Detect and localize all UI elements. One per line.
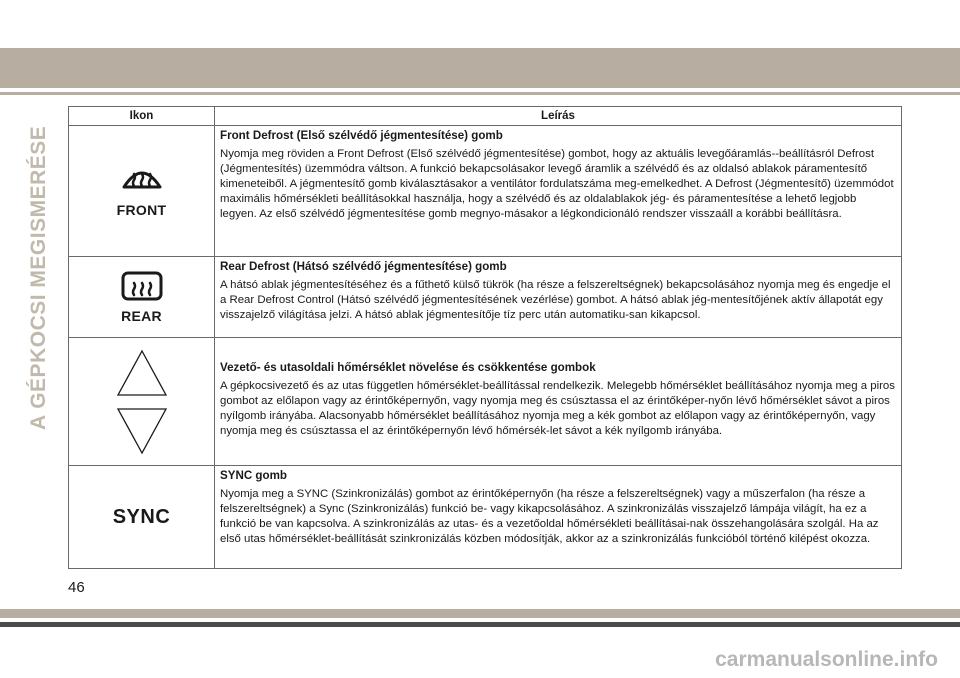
description-cell <box>215 338 902 466</box>
table-row <box>69 126 902 257</box>
icon-cell <box>69 257 215 338</box>
row-text: Nyomja meg röviden a Front Defrost (Első szélvédő jégmentesítése) gombot, hogy az aktuális levegőáramlás--beállításról Defrost (Jégmentesítés) üzemmódra váltson. A funkció bekapcsolásakor levegő áramlik a szélvédő és az oldalsó ablakok páramentesítő kimeneteiből. A jégmentesítő gomb kiválasztásakor a ventilátor fordulatszáma meg-emelkedhet. A Defrost (Jégmentesítő) üzemmódot maximális hőmérsékleti beállításokkal használja, hogy a szélvédő és az oldalablakok jég- és páramentesítése a lehető legjobb legyen. Az első szélvédő jégmentesítése gomb megnyo-másakor a légkondicionáló rendszer visszaáll a korábbi beállításra. <box>220 148 894 220</box>
row-title: SYNC gomb <box>220 469 287 482</box>
row-text: A gépkocsivezető és az utas független hőmérséklet-beállítással rendelkezik. Melegebb hőmérséklet beállításához nyomja meg a piros gombot az előlapon vagy az érintőképernyőn, vagy nyomja meg és csúsztassa el az érintőképer-nyőn lévő hőmérséklet sávot a piros nyílgomb irányába. Alacsonyabb hőmérséklet beállításához nyomja meg a kék gombot az előlapon vagy az érintőképernyőn, vagy nyomja meg és csúsztassa el az érintőképernyőn lévő hőmérsék-let sávot a kék nyílgomb irányába. <box>220 380 895 437</box>
table-row <box>69 466 902 569</box>
icon-cell <box>69 466 215 569</box>
icon-label-rear: REAR <box>121 307 162 324</box>
description-cell <box>215 257 902 338</box>
temperature-down-icon <box>115 406 169 456</box>
rear-defrost-icon <box>120 271 164 301</box>
header-description: Leírás <box>215 107 902 126</box>
footer-band <box>0 609 960 618</box>
header-icon: Ikon <box>69 107 215 126</box>
controls-table <box>68 106 902 569</box>
temperature-up-icon <box>115 348 169 398</box>
sync-icon: SYNC <box>112 505 171 528</box>
table-row <box>69 257 902 338</box>
table-row <box>69 338 902 466</box>
footer-rule <box>0 622 960 627</box>
header-band <box>0 48 960 88</box>
row-title: Vezető- és utasoldali hőmérséklet növelése és csökkentése gombok <box>220 361 596 374</box>
icon-label-front: FRONT <box>116 201 167 218</box>
watermark: carmanualsonline.info <box>715 648 938 671</box>
row-text: Nyomja meg a SYNC (Szinkronizálás) gombot az érintőképernyőn (ha része a felszereltségnek) vagy a műszerfalon (ha része a felszereltségnek) a Sync (Szinkronizálás) funkció be- vagy kikapcsolásához. A szinkronizálás visszajelző lámpája világít, ha ez a funkció be van kapcsolva. A szinkronizálás az utas- és a vezetőoldal hőmérsékleti beállításai-nak összehangolására szolgál. Ha az első utas hőmérséklet-beállítását szinkronizálás közben módosítják, akkor az a szinkronizálás funkcióból történő kilépést okozza. <box>220 488 879 545</box>
section-title: A GÉPKOCSI MEGISMERÉSE <box>27 125 50 430</box>
table-header-row <box>69 107 902 126</box>
row-title: Front Defrost (Első szélvédő jégmentesítése) gomb <box>220 129 503 142</box>
front-defrost-icon <box>120 165 164 195</box>
description-cell <box>215 126 902 257</box>
description-cell <box>215 466 902 569</box>
header-rule <box>0 92 960 95</box>
row-text: A hátsó ablak jégmentesítéséhez és a fűthető külső tükrök (ha része a felszereltségnek) bekapcsolásához nyomja meg és engedje el a Rear Defrost Control (Hátsó szélvédő jégmentesítésének vezérlése) gombot. A hátsó ablak jég-mentesítőjének aktív állapotát egy visszajelző világítása jelzi. A hátsó ablak jégmentesítője tíz perc után automatiku-san kikapcsol. <box>220 279 891 321</box>
icon-cell <box>69 126 215 257</box>
page-number: 46 <box>68 579 85 596</box>
row-title: Rear Defrost (Hátsó szélvédő jégmentesítése) gomb <box>220 260 507 273</box>
icon-cell <box>69 338 215 466</box>
